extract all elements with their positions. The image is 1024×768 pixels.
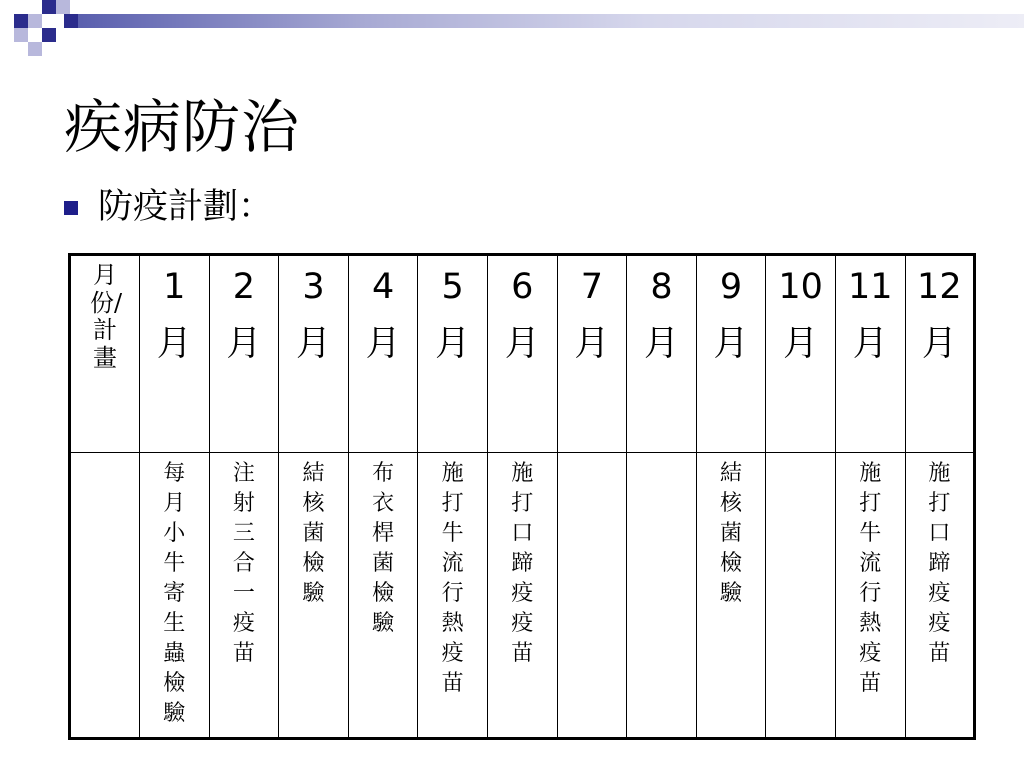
month-header-cell [418, 255, 488, 453]
month-unit: 月 [643, 324, 679, 364]
slide-title: 疾病防治 [64, 93, 301, 161]
month-header-cell [348, 255, 418, 453]
month-header-cell [835, 255, 905, 453]
plan-cell [627, 453, 697, 739]
month-header-cell [557, 255, 627, 453]
month-unit: 月 [713, 324, 749, 364]
plan-cell [557, 453, 627, 739]
plan-cell [905, 453, 975, 739]
month-header-row [70, 255, 975, 453]
plan-cell [835, 453, 905, 739]
month-header-cell [140, 255, 210, 453]
corner-header-text: 月份/計畫 [90, 261, 123, 372]
month-unit: 月 [852, 324, 888, 364]
month-unit: 月 [435, 324, 471, 364]
corner-decoration-square [64, 14, 78, 28]
month-unit: 月 [574, 324, 610, 364]
plan-text: 結核菌檢驗 [302, 461, 325, 606]
plan-cell [279, 453, 349, 739]
plan-cell [766, 453, 836, 739]
month-number: 11 [847, 267, 893, 307]
plan-text: 施打口蹄疫疫苗 [928, 461, 951, 666]
plan-cell [418, 453, 488, 739]
month-number: 1 [163, 267, 186, 307]
bullet-text: 防疫計劃： [98, 187, 274, 227]
plan-text: 結核菌檢驗 [720, 461, 743, 606]
month-number: 9 [719, 267, 743, 307]
month-number: 8 [650, 267, 673, 307]
plan-cell [487, 453, 557, 739]
month-number: 4 [371, 267, 395, 307]
corner-decoration-square [14, 28, 28, 42]
month-header-cell [766, 255, 836, 453]
month-number: 7 [580, 267, 603, 307]
plan-text: 注射三合一疫苗 [232, 461, 255, 666]
month-number: 5 [441, 267, 464, 307]
plan-text: 施打牛流行熱疫苗 [859, 461, 882, 696]
corner-decoration-square [42, 28, 56, 42]
month-header-cell [627, 255, 697, 453]
plan-cell [140, 453, 210, 739]
month-number: 12 [917, 267, 962, 307]
month-header-cell [209, 255, 279, 453]
plan-cell [696, 453, 766, 739]
plan-row-label-cell [70, 453, 140, 739]
bullet-item [64, 187, 274, 227]
plan-text: 布衣桿菌檢 驗 [372, 461, 395, 636]
corner-decoration-square [28, 14, 42, 28]
plan-text: 施打牛流行熱疫苗 [441, 461, 464, 696]
month-unit: 月 [156, 324, 192, 364]
month-number: 3 [302, 267, 325, 307]
corner-decoration-square [28, 42, 42, 56]
corner-decoration-square [42, 0, 56, 14]
plan-cell [209, 453, 279, 739]
header-gradient-band [78, 14, 1024, 28]
plan-text: 施打口蹄疫疫苗 [511, 461, 534, 666]
month-unit: 月 [504, 324, 540, 364]
plan-row [70, 453, 975, 739]
corner-decoration-square [56, 0, 70, 14]
month-header-cell [279, 255, 349, 453]
month-number: 2 [232, 267, 256, 307]
month-header-cell [905, 255, 975, 453]
month-unit: 月 [226, 324, 262, 364]
month-unit: 月 [295, 324, 331, 364]
month-unit: 月 [921, 324, 957, 364]
plan-text: 每月小牛寄生蟲檢驗 [163, 461, 186, 726]
corner-header-cell [70, 255, 140, 453]
month-number: 6 [511, 267, 534, 307]
plan-cell [348, 453, 418, 739]
month-header-cell [487, 255, 557, 453]
month-number: 10 [778, 267, 823, 307]
prevention-plan-table [68, 253, 976, 740]
month-unit: 月 [365, 324, 401, 364]
month-header-cell [696, 255, 766, 453]
month-unit: 月 [783, 324, 819, 364]
square-bullet-icon [64, 201, 78, 215]
corner-decoration-square [14, 14, 28, 28]
